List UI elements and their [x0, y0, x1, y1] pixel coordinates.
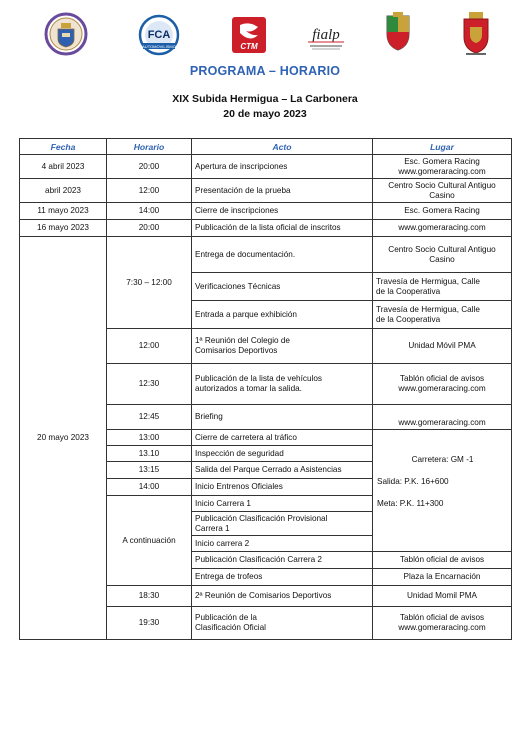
horario-cell: 7:30 – 12:00	[107, 237, 192, 329]
fca-logo-text: FCA	[147, 29, 171, 41]
lugar-cell: Unidad Móvil PMA	[373, 329, 512, 364]
gomera-shield-logo	[383, 12, 413, 52]
road-start: Salida: P.K. 16+600	[377, 476, 449, 486]
horario-cell: 12:30	[107, 364, 192, 405]
horario-cell: 18:30	[107, 586, 192, 607]
acto-cell: 1ª Reunión del Colegio de Comisarios Deportivos	[192, 329, 373, 364]
lugar-cell: Tablón oficial de avisos	[373, 552, 512, 569]
lugar-cell: Plaza la Encarnación	[373, 569, 512, 586]
horario-cell: A continuación	[107, 496, 192, 586]
acto-cell: Cierre de carretera al tráfico	[192, 430, 373, 446]
fecha-cell: 11 mayo 2023	[20, 203, 107, 220]
acto-cell: Entrada a parque exhibición	[192, 301, 373, 329]
acto-cell: Entrega de documentación.	[192, 237, 373, 273]
fialp-logo	[302, 22, 350, 52]
acto-cell: Presentación de la prueba	[192, 179, 373, 203]
horario-cell: 12:00	[107, 179, 192, 203]
cabildo-shield-logo	[460, 12, 492, 56]
horario-cell: 13:00	[107, 430, 192, 446]
acto-cell: Publicación de la lista de vehículos autorizados a tomar la salida.	[192, 364, 373, 405]
acto-cell: Inicio Carrera 1	[192, 496, 373, 512]
lugar-cell: www.gomeraracing.com	[373, 405, 512, 430]
road-finish: Meta: P.K. 11+300	[377, 498, 444, 508]
column-header-fecha: Fecha	[20, 139, 107, 155]
acto-cell: Publicación Clasificación Provisional Carrera 1	[192, 512, 373, 536]
lugar-cell: Travesía de Hermigua, Calle de la Cooperativa	[373, 301, 512, 329]
logos-row	[0, 12, 530, 60]
day-fecha-cell: 20 mayo 2023	[20, 237, 107, 640]
lugar-cell: Tablón oficial de avisos www.gomeraracing.com	[373, 607, 512, 640]
lugar-cell: Esc. Gomera Racing www.gomeraracing.com	[373, 155, 512, 179]
lugar-cell: Centro Socio Cultural Antiguo Casino	[373, 237, 512, 273]
table-row	[20, 237, 512, 273]
column-header-lugar: Lugar	[373, 139, 512, 155]
horario-cell: 14:00	[107, 479, 192, 496]
table-row	[20, 155, 512, 179]
fecha-cell: 4 abril 2023	[20, 155, 107, 179]
road-name: Carretera: GM -1	[411, 454, 474, 464]
table-row	[20, 220, 512, 237]
fca-logo	[138, 14, 180, 56]
horario-cell: 12:45	[107, 405, 192, 430]
lugar-cell: Tablón oficial de avisos www.gomeraracing.com	[373, 364, 512, 405]
event-name: XIX Subida Hermigua – La Carbonera	[172, 93, 358, 105]
ctm-logo	[232, 17, 266, 53]
acto-cell: Salida del Parque Cerrado a Asistencias	[192, 462, 373, 479]
lugar-cell: Esc. Gomera Racing	[373, 203, 512, 220]
fialp-logo-text: fialp	[312, 27, 340, 43]
acto-cell: Verificaciones Técnicas	[192, 273, 373, 301]
acto-cell: Inspección de seguridad	[192, 446, 373, 462]
horario-cell: 20:00	[107, 220, 192, 237]
acto-cell: Briefing	[192, 405, 373, 430]
lugar-road-cell	[373, 430, 512, 552]
ctm-logo-text: CTM	[240, 42, 258, 51]
horario-cell: 13.10	[107, 446, 192, 462]
acto-cell: Publicación de la Clasificación Oficial	[192, 607, 373, 640]
horario-cell: 12:00	[107, 329, 192, 364]
fecha-cell: abril 2023	[20, 179, 107, 203]
horario-cell: 13:15	[107, 462, 192, 479]
column-header-horario: Horario	[107, 139, 192, 155]
table-header-row	[20, 139, 512, 155]
column-header-acto: Acto	[192, 139, 373, 155]
schedule-table	[19, 138, 512, 640]
lugar-cell: Travesía de Hermigua, Calle de la Cooperativa	[373, 273, 512, 301]
town-emblem-logo	[44, 12, 88, 56]
fca-logo-subtext: AUTOMOVILISMO	[142, 44, 176, 49]
horario-cell: 20:00	[107, 155, 192, 179]
acto-cell: Apertura de inscripciones	[192, 155, 373, 179]
page-title: PROGRAMA – HORARIO	[189, 64, 341, 78]
horario-cell: 19:30	[107, 607, 192, 640]
acto-cell: Publicación de la lista oficial de inscritos	[192, 220, 373, 237]
acto-cell: Inicio carrera 2	[192, 536, 373, 552]
acto-cell: Entrega de trofeos	[192, 569, 373, 586]
table-row	[20, 179, 512, 203]
acto-cell: Cierre de inscripciones	[192, 203, 373, 220]
lugar-cell: www.gomeraracing.com	[373, 220, 512, 237]
fecha-cell: 16 mayo 2023	[20, 220, 107, 237]
lugar-cell: Unidad Momil PMA	[373, 586, 512, 607]
lugar-cell: Centro Socio Cultural Antiguo Casino	[373, 179, 512, 203]
event-date: 20 de mayo 2023	[223, 108, 307, 120]
acto-cell: Publicación Clasificación Carrera 2	[192, 552, 373, 569]
acto-cell: Inicio Entrenos Oficiales	[192, 479, 373, 496]
horario-cell: 14:00	[107, 203, 192, 220]
acto-cell: 2ª Reunión de Comisarios Deportivos	[192, 586, 373, 607]
table-row	[20, 203, 512, 220]
